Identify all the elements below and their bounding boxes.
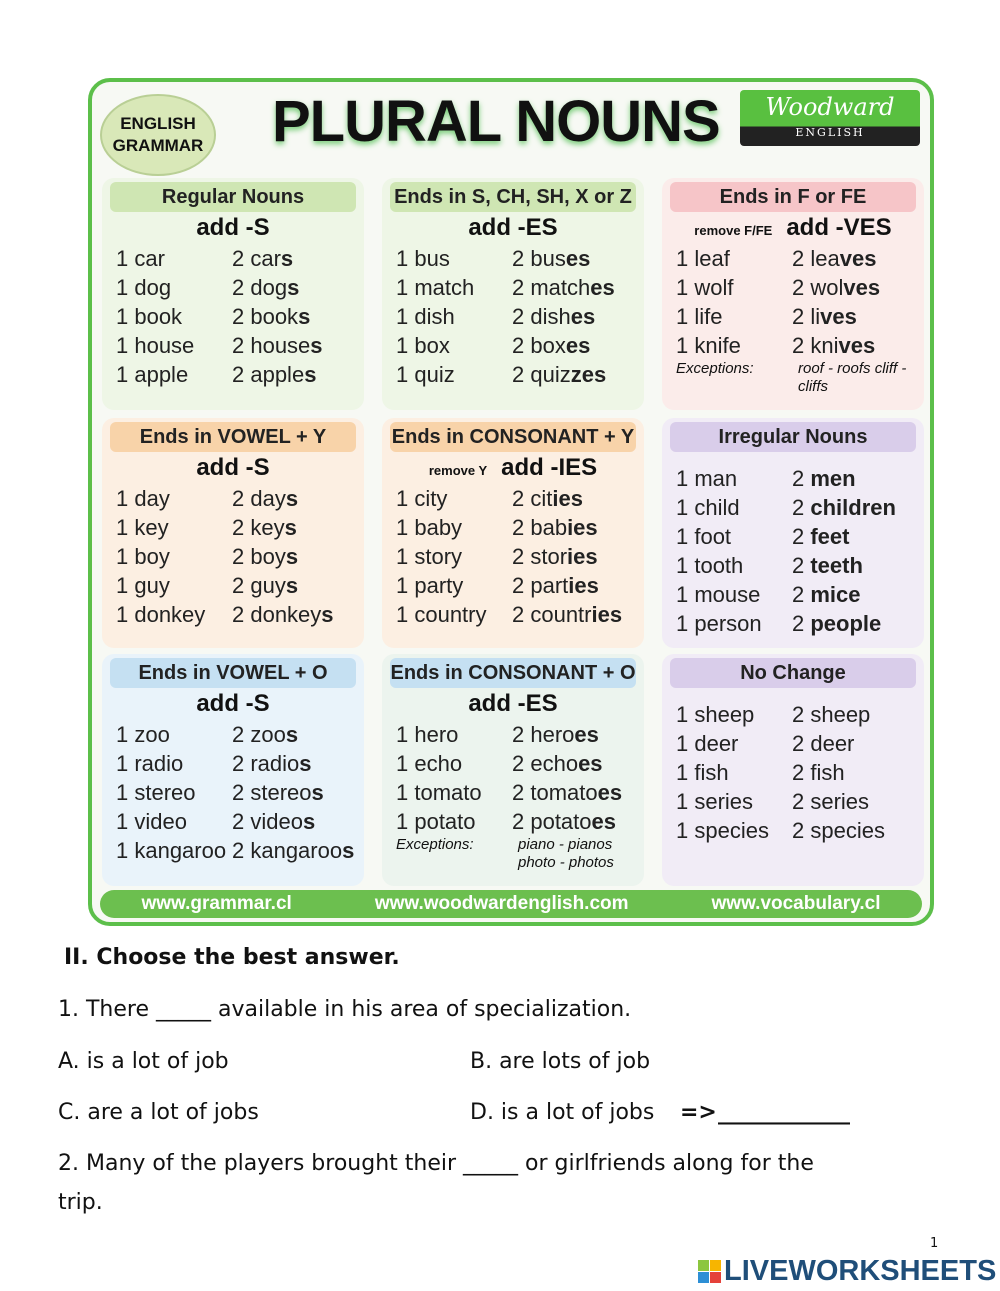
plural-nouns-infographic xyxy=(88,78,934,926)
plural-ending: s xyxy=(285,722,299,747)
panel-title: Irregular Nouns xyxy=(670,422,916,452)
plural-stem: 2 deer xyxy=(792,731,855,756)
noun-row xyxy=(110,836,356,865)
plural-stem: 2 potato xyxy=(512,809,592,834)
plural xyxy=(232,542,298,571)
plural-stem: 2 radio xyxy=(232,751,300,776)
plural-ending: es xyxy=(591,809,616,834)
noun-row xyxy=(670,464,916,493)
noun-row xyxy=(390,778,636,807)
plural-ending: ies xyxy=(567,515,598,540)
plural xyxy=(792,493,896,522)
exceptions-label: Exceptions: xyxy=(396,836,474,853)
plural-ending: s xyxy=(285,544,299,569)
noun-row xyxy=(110,360,356,389)
noun-row xyxy=(670,816,916,845)
noun-row xyxy=(390,542,636,571)
plural xyxy=(792,302,857,331)
plural-stem: 2 book xyxy=(232,304,299,329)
plural-stem: 2 countr xyxy=(512,602,592,627)
plural-ending: s xyxy=(299,751,312,776)
noun-row xyxy=(110,807,356,836)
singular: 1 life xyxy=(676,304,723,329)
exceptions-label: Exceptions: xyxy=(676,360,754,377)
plural-stem: 2 tomato xyxy=(512,780,598,805)
question-1: 1. There _____ available in his area of specialization. xyxy=(58,997,632,1022)
noun-row xyxy=(670,787,916,816)
plural xyxy=(512,244,590,273)
plural-stem: 2 cit xyxy=(512,486,553,511)
noun-row xyxy=(670,331,916,360)
noun-row xyxy=(670,580,916,609)
rule-text: add -S xyxy=(196,214,270,241)
plural-stem: 2 fish xyxy=(792,760,845,785)
singular: 1 key xyxy=(116,515,169,540)
plural-stem: 2 xyxy=(792,611,811,636)
plural-stem: 2 kangaroo xyxy=(232,838,343,863)
question-2: 2. Many of the players brought their _____ or girlfriends along for the xyxy=(58,1151,814,1176)
noun-row xyxy=(390,513,636,542)
plural-ending: teeth xyxy=(810,553,863,578)
singular: 1 stereo xyxy=(116,780,196,805)
plural-stem: 2 xyxy=(792,466,811,491)
singular: 1 book xyxy=(116,304,183,329)
panel-ends-in-vowel-y xyxy=(102,418,364,648)
singular: 1 radio xyxy=(116,751,184,776)
singular: 1 leaf xyxy=(676,246,730,271)
noun-row xyxy=(670,522,916,551)
singular: 1 foot xyxy=(676,524,732,549)
plural-stem: 2 bab xyxy=(512,515,568,540)
singular: 1 car xyxy=(116,246,165,271)
plural-ending: zes xyxy=(570,362,607,387)
plural-ending: s xyxy=(280,246,294,271)
plural xyxy=(232,273,299,302)
plural xyxy=(792,331,875,360)
plural-stem: 2 apple xyxy=(232,362,305,387)
panel-ends-in-s-ch-sh-x-or-z xyxy=(382,178,644,410)
footer-links xyxy=(100,890,922,918)
noun-row xyxy=(110,244,356,273)
plural xyxy=(232,513,297,542)
plural-stem: 2 dog xyxy=(232,275,288,300)
panel-ends-in-consonant-o xyxy=(382,654,644,886)
panel-rule xyxy=(110,688,356,720)
plural-ending: people xyxy=(810,611,882,636)
panel-title: Ends in CONSONANT + O xyxy=(390,658,636,688)
plural-stem: 2 series xyxy=(792,789,870,814)
rule-prefix: remove Y xyxy=(428,463,488,478)
plural xyxy=(232,484,298,513)
english-grammar-badge xyxy=(100,94,216,176)
panel-title: Ends in F or FE xyxy=(670,182,916,212)
plural xyxy=(512,600,622,629)
singular: 1 dog xyxy=(116,275,172,300)
singular: 1 video xyxy=(116,809,187,834)
plural-ending: s xyxy=(321,602,334,627)
plural-stem: 2 video xyxy=(232,809,303,834)
singular: 1 quiz xyxy=(396,362,455,387)
noun-row xyxy=(390,331,636,360)
plural xyxy=(232,749,312,778)
panel-irregular-nouns xyxy=(662,418,924,648)
plural-ending: s xyxy=(298,304,311,329)
plural-ending: ies xyxy=(567,544,598,569)
singular: 1 wolf xyxy=(676,275,734,300)
plural-stem: 2 guy xyxy=(232,573,286,598)
panel-title: Regular Nouns xyxy=(110,182,356,212)
exceptions xyxy=(670,360,916,396)
plural xyxy=(512,571,599,600)
plural xyxy=(792,464,856,493)
plural xyxy=(792,551,863,580)
exceptions-value: roof - roofs cliff - cliffs xyxy=(798,360,907,395)
plural xyxy=(792,816,885,845)
singular: 1 man xyxy=(676,466,738,491)
noun-row xyxy=(390,360,636,389)
plural-ending: ies xyxy=(552,486,583,511)
plural-ending: men xyxy=(810,466,856,491)
plural xyxy=(232,600,334,629)
option-b[interactable]: B. are lots of job xyxy=(470,1049,651,1074)
plural xyxy=(512,331,590,360)
singular: 1 species xyxy=(676,818,769,843)
plural-stem: 2 bus xyxy=(512,246,566,271)
singular: 1 house xyxy=(116,333,195,358)
section-heading: II. Choose the best answer. xyxy=(64,945,400,970)
noun-row xyxy=(390,571,636,600)
footer-link: www.woodwardenglish.com xyxy=(374,893,629,914)
plural-ending: es xyxy=(590,275,615,300)
singular: 1 zoo xyxy=(116,722,170,747)
infographic-title: PLURAL NOUNS xyxy=(272,89,720,154)
footer-link: www.vocabulary.cl xyxy=(711,893,881,914)
plural-ending: es xyxy=(565,246,591,271)
singular: 1 baby xyxy=(396,515,463,540)
plural xyxy=(232,778,324,807)
plural xyxy=(512,720,599,749)
panel-rule xyxy=(390,688,636,720)
panel-rule xyxy=(670,212,916,244)
footer-link: www.grammar.cl xyxy=(141,893,292,914)
singular: 1 fish xyxy=(676,760,729,785)
plural xyxy=(792,729,854,758)
singular: 1 child xyxy=(676,495,740,520)
rule-text: add -ES xyxy=(468,214,558,241)
singular: 1 sheep xyxy=(676,702,755,727)
plural xyxy=(232,836,354,865)
plural-stem: 2 species xyxy=(792,818,885,843)
plural xyxy=(512,778,622,807)
plural xyxy=(792,580,861,609)
singular: 1 knife xyxy=(676,333,741,358)
noun-row xyxy=(110,571,356,600)
plural xyxy=(512,302,595,331)
panel-title: Ends in CONSONANT + Y xyxy=(390,422,636,452)
plural-stem: 2 zoo xyxy=(232,722,286,747)
plural-stem: 2 donkey xyxy=(232,602,322,627)
noun-row xyxy=(670,758,916,787)
noun-row xyxy=(110,484,356,513)
plural xyxy=(512,749,603,778)
noun-row xyxy=(110,720,356,749)
noun-row xyxy=(110,749,356,778)
noun-row xyxy=(110,778,356,807)
plural xyxy=(232,302,310,331)
plural-ending: s xyxy=(342,838,355,863)
plural-stem: 2 kni xyxy=(792,333,839,358)
panel-no-change xyxy=(662,654,924,886)
panel-title: Ends in VOWEL + O xyxy=(110,658,356,688)
plural xyxy=(232,571,298,600)
noun-row xyxy=(670,609,916,638)
plural-stem: 2 car xyxy=(232,246,281,271)
panel-rule xyxy=(390,212,636,244)
singular: 1 match xyxy=(396,275,475,300)
exceptions-value: piano - pianos photo - photos xyxy=(518,836,614,871)
plural xyxy=(512,360,606,389)
exceptions xyxy=(390,836,636,872)
plural-ending: s xyxy=(285,486,299,511)
singular: 1 tooth xyxy=(676,553,744,578)
plural-stem: 2 li xyxy=(792,304,821,329)
plural-ending: s xyxy=(311,780,324,805)
plural xyxy=(792,244,876,273)
badge-line: GRAMMAR xyxy=(112,136,204,155)
plural-stem: 2 xyxy=(792,524,811,549)
singular: 1 kangaroo xyxy=(116,838,227,863)
noun-row xyxy=(390,484,636,513)
plural xyxy=(792,700,870,729)
plural-stem: 2 day xyxy=(232,486,286,511)
plural-stem: 2 echo xyxy=(512,751,579,776)
plural xyxy=(792,609,881,638)
noun-row xyxy=(390,302,636,331)
question-2-cont: trip. xyxy=(58,1190,103,1215)
plural xyxy=(792,522,849,551)
plural xyxy=(792,758,845,787)
page-number: 1 xyxy=(930,1236,939,1251)
noun-row xyxy=(110,331,356,360)
plural xyxy=(792,273,880,302)
singular: 1 party xyxy=(396,573,464,598)
noun-row xyxy=(110,273,356,302)
plural-stem: 2 box xyxy=(512,333,566,358)
plural-stem: 2 xyxy=(792,582,811,607)
noun-row xyxy=(390,807,636,836)
plural xyxy=(512,807,616,836)
plural-ending: s xyxy=(287,275,300,300)
panel-title: Ends in S, CH, SH, X or Z xyxy=(390,182,636,212)
noun-row xyxy=(670,302,916,331)
rule-text: add -VES xyxy=(786,214,892,241)
plural xyxy=(512,484,583,513)
plural-ending: es xyxy=(565,333,591,358)
woodward-logo xyxy=(740,90,920,146)
plural-stem: 2 key xyxy=(232,515,285,540)
noun-row xyxy=(390,720,636,749)
plural-ending: ves xyxy=(820,304,857,329)
option-a[interactable]: A. is a lot of job xyxy=(58,1049,229,1074)
plural-stem: 2 stereo xyxy=(232,780,312,805)
singular: 1 hero xyxy=(396,722,459,747)
rule-text: add -IES xyxy=(501,454,598,481)
panel-regular-nouns xyxy=(102,178,364,410)
plural xyxy=(512,273,615,302)
noun-row xyxy=(390,600,636,629)
plural xyxy=(512,513,598,542)
plural xyxy=(232,720,298,749)
singular: 1 box xyxy=(396,333,450,358)
noun-row xyxy=(670,273,916,302)
plural-stem: 2 quiz xyxy=(512,362,571,387)
plural-stem: 2 xyxy=(792,553,811,578)
logo-subtext: ENGLISH xyxy=(795,126,865,139)
plural-stem: 2 match xyxy=(512,275,591,300)
plural-ending: s xyxy=(284,515,297,540)
panel-rule xyxy=(390,452,636,484)
plural-ending: es xyxy=(574,722,599,747)
singular: 1 city xyxy=(396,486,448,511)
plural-stem: 2 house xyxy=(232,333,311,358)
plural xyxy=(512,542,598,571)
singular: 1 story xyxy=(396,544,463,569)
plural-stem: 2 hero xyxy=(512,722,575,747)
plural-ending: es xyxy=(597,780,623,805)
plural-ending: ves xyxy=(839,246,877,271)
noun-row xyxy=(390,244,636,273)
panel-rule xyxy=(110,212,356,244)
singular: 1 potato xyxy=(396,809,476,834)
liveworksheets-logo xyxy=(698,1255,996,1288)
singular: 1 country xyxy=(396,602,487,627)
panel-ends-in-f-or-fe xyxy=(662,178,924,410)
plural-ending: s xyxy=(310,333,323,358)
plural-ending: ves xyxy=(838,333,876,358)
logo-text: Woodward xyxy=(765,93,895,121)
singular: 1 apple xyxy=(116,362,189,387)
plural-ending: feet xyxy=(810,524,850,549)
singular: 1 person xyxy=(676,611,762,636)
singular: 1 series xyxy=(676,789,754,814)
brand-text: LIVEWORKSHEETS xyxy=(724,1255,997,1287)
badge-line: ENGLISH xyxy=(120,114,196,133)
rule-text: add -ES xyxy=(468,690,558,717)
plural-ending: s xyxy=(285,573,299,598)
singular: 1 deer xyxy=(676,731,739,756)
plural-ending: mice xyxy=(810,582,861,607)
noun-row xyxy=(390,273,636,302)
plural-ending: ies xyxy=(591,602,623,627)
noun-row xyxy=(110,600,356,629)
plural-ending: s xyxy=(302,809,316,834)
plural-ending: es xyxy=(578,751,603,776)
panel-ends-in-vowel-o xyxy=(102,654,364,886)
noun-row xyxy=(110,513,356,542)
singular: 1 mouse xyxy=(676,582,761,607)
noun-row xyxy=(670,493,916,522)
plural-ending: es xyxy=(570,304,596,329)
plural-stem: 2 xyxy=(792,495,811,520)
panel-title: Ends in VOWEL + Y xyxy=(110,422,356,452)
answer-blank[interactable]: ____________ xyxy=(718,1100,850,1125)
plural xyxy=(232,244,293,273)
plural xyxy=(232,331,323,360)
noun-row xyxy=(670,729,916,758)
singular: 1 donkey xyxy=(116,602,206,627)
answer-arrow: => xyxy=(680,1100,717,1125)
option-d[interactable]: D. is a lot of jobs xyxy=(470,1100,655,1125)
singular: 1 guy xyxy=(116,573,170,598)
plural-ending: s xyxy=(304,362,317,387)
panel-title: No Change xyxy=(670,658,916,688)
plural-ending: ves xyxy=(843,275,881,300)
plural-stem: 2 dish xyxy=(512,304,571,329)
singular: 1 day xyxy=(116,486,170,511)
panel-rule xyxy=(110,452,356,484)
plural xyxy=(792,787,869,816)
panel-ends-in-consonant-y xyxy=(382,418,644,648)
plural xyxy=(232,807,315,836)
plural-stem: 2 sheep xyxy=(792,702,871,727)
noun-row xyxy=(110,302,356,331)
rule-text: add -S xyxy=(196,454,270,481)
plural xyxy=(232,360,316,389)
option-c[interactable]: C. are a lot of jobs xyxy=(58,1100,259,1125)
plural-stem: 2 boy xyxy=(232,544,286,569)
noun-row xyxy=(110,542,356,571)
plural-stem: 2 wol xyxy=(792,275,844,300)
singular: 1 echo xyxy=(396,751,463,776)
noun-row xyxy=(390,749,636,778)
plural-ending: children xyxy=(810,495,896,520)
singular: 1 tomato xyxy=(396,780,482,805)
plural-stem: 2 lea xyxy=(792,246,840,271)
noun-row xyxy=(670,244,916,273)
rule-text: add -S xyxy=(196,690,270,717)
plural-ending: ies xyxy=(568,573,599,598)
live-blocks-icon xyxy=(698,1260,721,1283)
singular: 1 bus xyxy=(396,246,450,271)
noun-row xyxy=(670,551,916,580)
singular: 1 dish xyxy=(396,304,455,329)
noun-row xyxy=(670,700,916,729)
rule-prefix: remove F/FE xyxy=(694,223,773,238)
plural-stem: 2 stor xyxy=(512,544,568,569)
singular: 1 boy xyxy=(116,544,170,569)
plural-stem: 2 part xyxy=(512,573,569,598)
